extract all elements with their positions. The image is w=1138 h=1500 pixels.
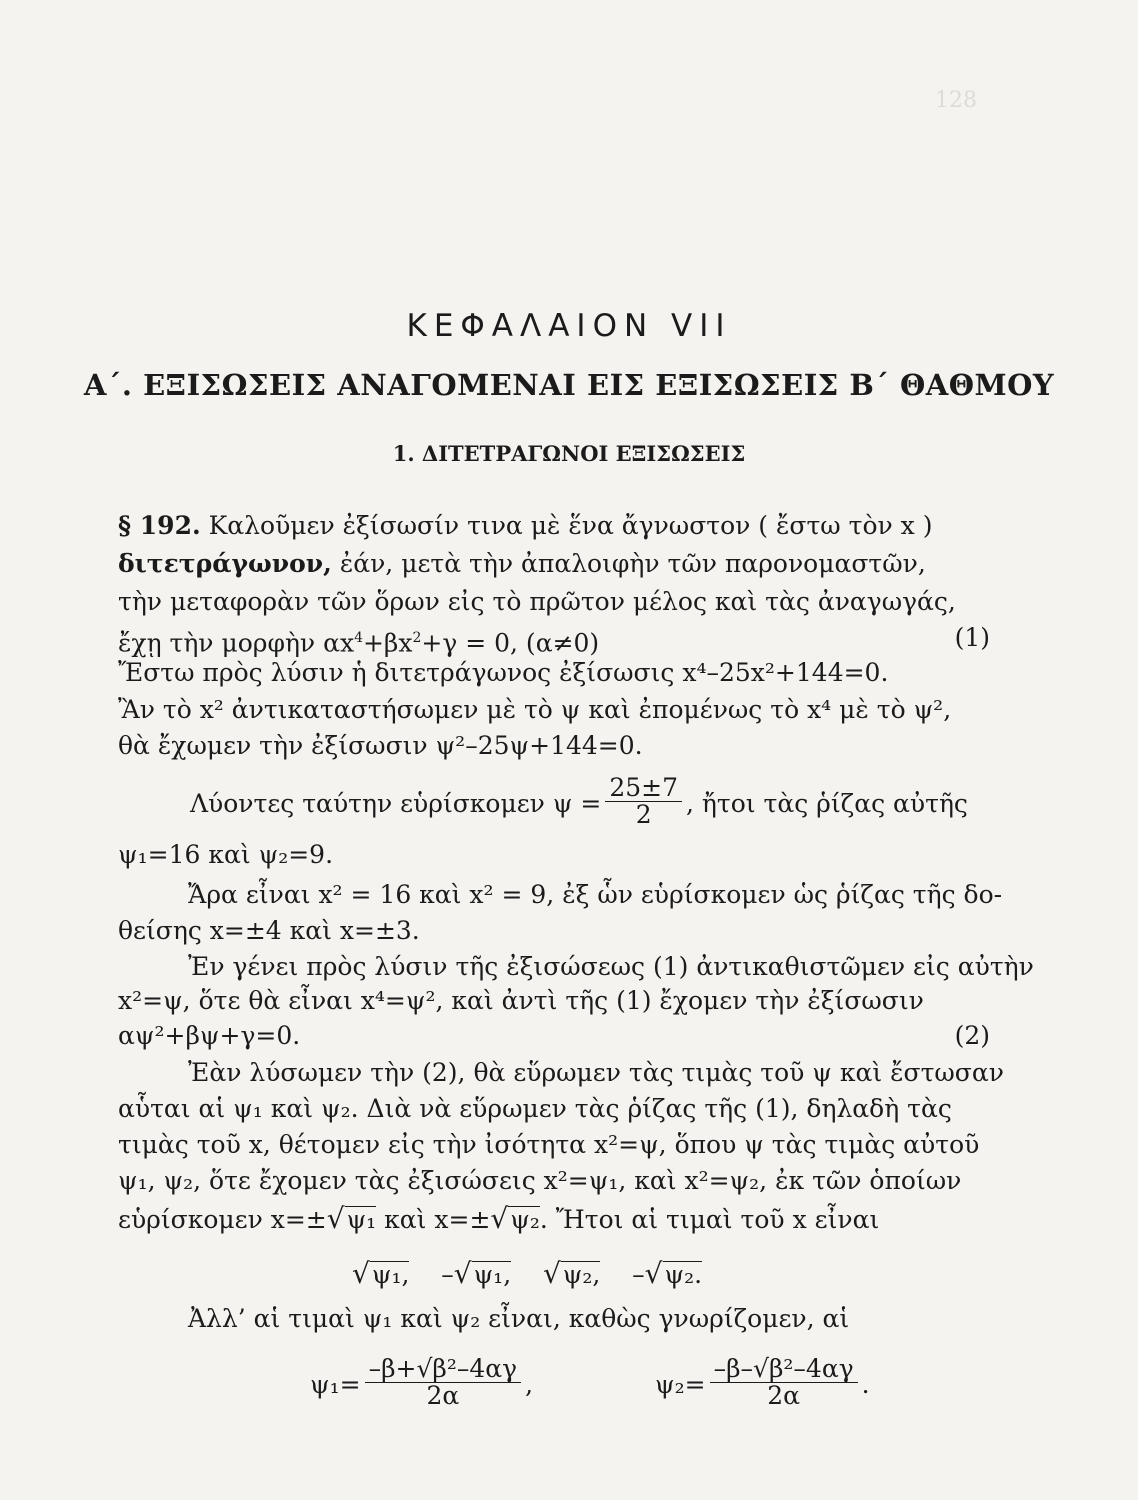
text-line-3: τὴν μεταφορὰν τῶν ὅρων εἰς τὸ πρῶτον μέλος καὶ τὰς ἀναγωγάς, bbox=[118, 587, 956, 616]
equation-label-1: (1) bbox=[954, 623, 990, 652]
fraction: $\frac{25\pm 7}{2}$ bbox=[605, 775, 682, 828]
text-line-18: ψ₁, ψ₂, ὅτε ἔχομεν τὰς ἐξισώσεις x²=ψ₁, καὶ x²=ψ₂, ἐκ τῶν ὁποίων bbox=[118, 1166, 962, 1195]
psi2-formula: ψ₂= $\frac{\text{–β–√β²–4αγ}}{2\alpha}$ . bbox=[655, 1354, 870, 1410]
psi1-formula: ψ₁= $\frac{\text{–β+√β²–4αγ}}{2\alpha}$ , bbox=[310, 1354, 534, 1410]
equation-label-2: (2) bbox=[954, 1021, 990, 1050]
text-line-21: Ἀλλ’ αἱ τιμαὶ ψ₁ καὶ ψ₂ εἶναι, καθὼς γνωρίζομεν, αἱ bbox=[188, 1304, 850, 1333]
chapter-title: ΚΕΦΑΛΑΙΟΝ VII bbox=[406, 308, 732, 344]
text-line-7: θὰ ἔχωμεν τὴν ἐξίσωσιν ψ²–25ψ+144=0. bbox=[118, 731, 643, 760]
section-title: Α΄. ΕΞΙΣΩΣΕΙΣ ΑΝΑΓΟΜΕΝΑΙ ΕΙΣ ΕΞΙΣΩΣΕΙΣ Β΄ ΘΑΘΜΟΥ bbox=[83, 368, 1055, 402]
text-line-13: x²=ψ, ὅτε θὰ εἶναι x⁴=ψ², καὶ ἀντὶ τῆς (1) ἔχομεν τὴν ἐξίσωσιν bbox=[118, 986, 924, 1015]
text-line-15: Ἐὰν λύσωμεν τὴν (2), θὰ εὕρωμεν τὰς τιμὰς τοῦ ψ καὶ ἔστωσαν bbox=[188, 1058, 1004, 1087]
paragraph-number: § 192. bbox=[118, 511, 201, 540]
text-line-14: αψ²+βψ+γ=0. (2) bbox=[118, 1021, 990, 1050]
definition-intro: Καλοῦμεν ἐξίσωσίν τινα μὲ ἕνα ἄγνωστον ( ἔστω τὸν x ) bbox=[208, 511, 933, 540]
defined-term: διτετράγωνον, bbox=[118, 549, 332, 578]
text-line-4: ἔχῃ τὴν μορφὴν $\alpha x^4+\beta x^2+\gamma = 0$, (α≠0) (1) bbox=[118, 623, 990, 658]
text-line-8: Λύοντες ταύτην εὑρίσκομεν ψ = $\frac{25\pm 7}{2}$ , ἤτοι τὰς ῥίζας αὐτῆς bbox=[190, 773, 968, 829]
text-line-16: αὗται αἱ ψ₁ καὶ ψ₂. Διὰ νὰ εὕρωμεν τὰς ῥίζας τῆς (1), δηλαδὴ τὰς bbox=[118, 1094, 952, 1123]
text-line-11: θείσης x=±4 καὶ x=±3. bbox=[118, 916, 420, 945]
root-list: √ψ₁, –√ψ₁, √ψ₂, –√ψ₂. bbox=[352, 1257, 703, 1290]
text-line-17: τιμὰς τοῦ x, θέτομεν εἰς τὴν ἰσότητα x²=ψ, ὅπου ψ τὰς τιμὰς αὐτοῦ bbox=[118, 1130, 980, 1159]
text-line-10: Ἄρα εἶναι x² = 16 καὶ x² = 9, ἐξ ὧν εὑρίσκομεν ὡς ῥίζας τῆς δο- bbox=[188, 880, 1003, 909]
text-line-6: Ἂν τὸ x² ἀντικαταστήσωμεν μὲ τὸ ψ καὶ ἐπομένως τὸ x⁴ μὲ τὸ ψ², bbox=[118, 695, 952, 724]
text-line-2: διτετράγωνον, ἐάν, μετὰ τὴν ἀπαλοιφὴν τῶν παρονομαστῶν, bbox=[118, 549, 926, 578]
subsection-title: 1. ΔΙΤΕΤΡΑΓΩΝΟΙ ΕΞΙΣΩΣΕΙΣ bbox=[392, 441, 746, 466]
text-line-5: Ἔστω πρὸς λύσιν ἡ διτετράγωνος ἐξίσωσις x⁴–25x²+144=0. bbox=[118, 658, 889, 687]
text-line-19: εὑρίσκομεν x=±√ψ₁ καὶ x=±√ψ₂. Ἤτοι αἱ τιμαὶ τοῦ x εἶναι bbox=[118, 1202, 880, 1235]
bleed-through-page-number bbox=[935, 88, 977, 113]
page-number: 128 bbox=[935, 88, 977, 113]
text-line-1 bbox=[118, 511, 990, 541]
text-line-9: ψ₁=16 καὶ ψ₂=9. bbox=[118, 840, 334, 869]
text-line-12: Ἐν γένει πρὸς λύσιν τῆς ἐξισώσεως (1) ἀντικαθιστῶμεν εἰς αὐτὴν bbox=[188, 952, 1034, 981]
